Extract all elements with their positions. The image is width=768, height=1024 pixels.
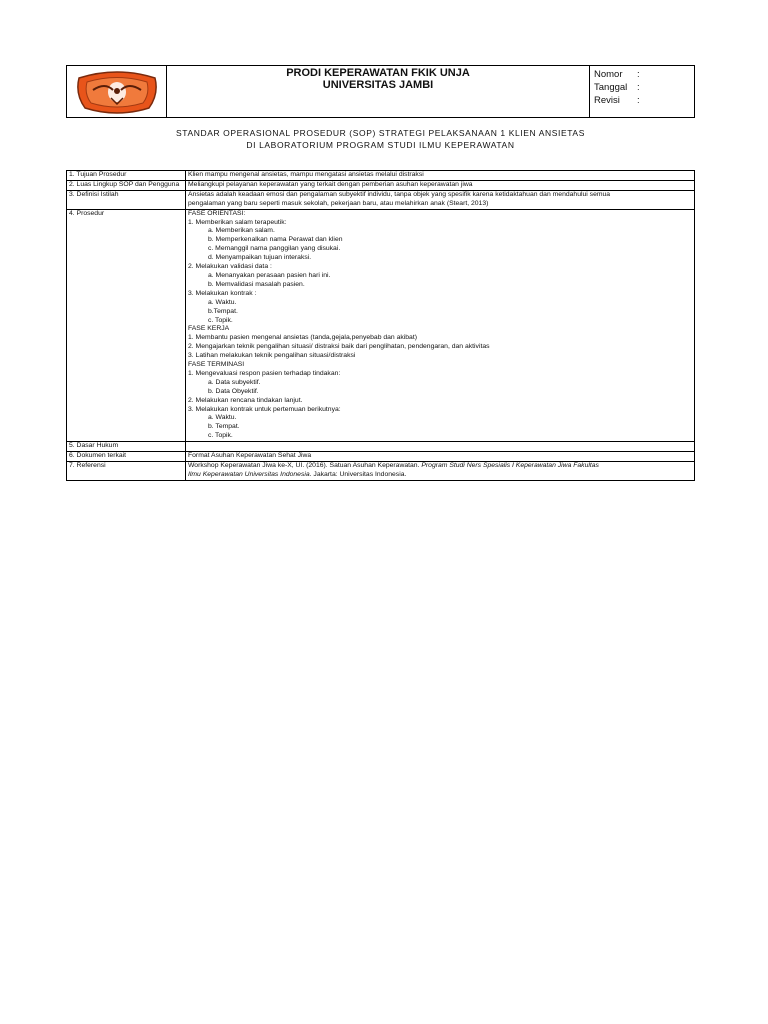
procedure-step: 2. Melakukan rencana tindakan lanjut. [188, 396, 303, 404]
procedure-step: b.Tempat. [208, 307, 238, 315]
procedure-step: 1. Membantu pasien mengenal ansietas (tanda,gejala,penyebab dan akibat) [188, 334, 417, 342]
sop-table [66, 170, 695, 481]
row-lingkup [67, 180, 695, 190]
procedure-step: b. Memvalidasi masalah pasien. [208, 280, 305, 288]
row-label: 2. Luas Lingkup SOP dan Pengguna [67, 180, 186, 190]
procedure-step: a. Menanyakan perasaan pasien hari ini. [208, 271, 331, 279]
row-value: Ansietas adalah keadaan emosi dan pengalaman subyektif individu, tanpa objek yang spesifik karena ketidaktahuan dan mendahului semua pengalaman yang baru seperti masuk sekolah, pekerjaan baru, atau melahirkan anak (Steart, 2013) [186, 190, 695, 209]
meta-revisi: Revisi : [594, 95, 640, 106]
university-name: UNIVERSITAS JAMBI [322, 79, 434, 91]
row-prosedur [67, 209, 695, 442]
procedure-step: FASE TERMINASI [188, 361, 245, 369]
sop-header [66, 65, 695, 118]
procedure-step: d. Menyampaikan tujuan interaksi. [208, 254, 312, 262]
row-value: Format Asuhan Keperawatan Sehat Jiwa [186, 452, 695, 462]
procedure-step: c. Memanggil nama panggilan yang disukai. [208, 245, 341, 253]
procedure-step: 3. Latihan melakukan teknik pengalihan situasi/distraksi [188, 352, 356, 360]
procedure-step: a. Waktu. [208, 298, 237, 306]
procedure-step: a. Data subyektif. [208, 378, 261, 386]
meta-nomor: Nomor : [594, 69, 640, 80]
row-label: 3. Definisi Istilah [67, 190, 186, 209]
procedure-step: 2. Melakukan validasi data : [188, 263, 272, 271]
procedure-step: 1. Memberikan salam terapeutik: [188, 218, 287, 226]
procedure-step: FASE KERJA [188, 325, 230, 333]
procedure-step: a. Waktu. [208, 414, 237, 422]
document-title: STANDAR OPERASIONAL PROSEDUR (SOP) STRATEGI PELAKSANAAN 1 KLIEN ANSIETAS DI LABORATORIUM PROGRAM STUDI ILMU KEPERAWATAN [176, 128, 585, 150]
row-value: Klien mampu mengenal ansietas, mampu mengatasi ansietas melalui distraksi [186, 171, 695, 181]
row-label: 7. Referensi [67, 462, 186, 481]
header-title [167, 66, 590, 117]
university-logo-icon [73, 68, 161, 116]
row-referensi [67, 462, 695, 481]
institution-name: PRODI KEPERAWATAN FKIK UNJA [286, 67, 470, 79]
row-definisi [67, 190, 695, 209]
row-value: Workshop Keperawatan Jiwa ke-X, UI. (2016). Satuan Asuhan Keperawatan. Program Studi Ners Spesialis I Keperawatan Jiwa Fakultas Ilmu Keperawatan Universitas Indonesia. Jakarta: Universitas Indonesia. [186, 462, 695, 481]
procedure-step: FASE ORIENTASI: [188, 209, 246, 217]
procedure-step: c. Topik. [208, 316, 233, 324]
procedure-step: b. Tempat. [208, 423, 240, 431]
row-label: 5. Dasar Hukum [67, 442, 186, 452]
row-dokumen [67, 452, 695, 462]
procedure-step: 3. Melakukan kontrak untuk pertemuan berikutnya: [188, 405, 341, 413]
procedure-step: a. Memberikan salam. [208, 227, 275, 235]
row-dasar-hukum [67, 442, 695, 452]
row-value [186, 442, 695, 452]
row-label: 6. Dokumen terkait [67, 452, 186, 462]
row-label: 1. Tujuan Prosedur [67, 171, 186, 181]
row-value: Meliangkupi pelayanan keperawatan yang terkait dengan pemberian asuhan keperawatan jiwa [186, 180, 695, 190]
procedure-step: b. Memperkenalkan nama Perawat dan klien [208, 236, 343, 244]
document-meta [590, 66, 694, 117]
row-label: 4. Prosedur [67, 209, 186, 442]
procedure-step: c. Topik. [208, 432, 233, 440]
procedure-step: 3. Melakukan kontrak : [188, 289, 257, 297]
procedure-step: 1. Mengevaluasi respon pasien terhadap tindakan: [188, 369, 341, 377]
row-tujuan [67, 171, 695, 181]
row-value [186, 209, 695, 442]
logo-cell [67, 66, 167, 117]
meta-tanggal: Tanggal : [594, 82, 640, 93]
procedure-step: 2. Mengajarkan teknik pengalihan situasi/ distraksi baik dari penglihatan, pendengaran, dan aktivitas [188, 343, 490, 351]
procedure-step: b. Data Obyektif. [208, 387, 259, 395]
